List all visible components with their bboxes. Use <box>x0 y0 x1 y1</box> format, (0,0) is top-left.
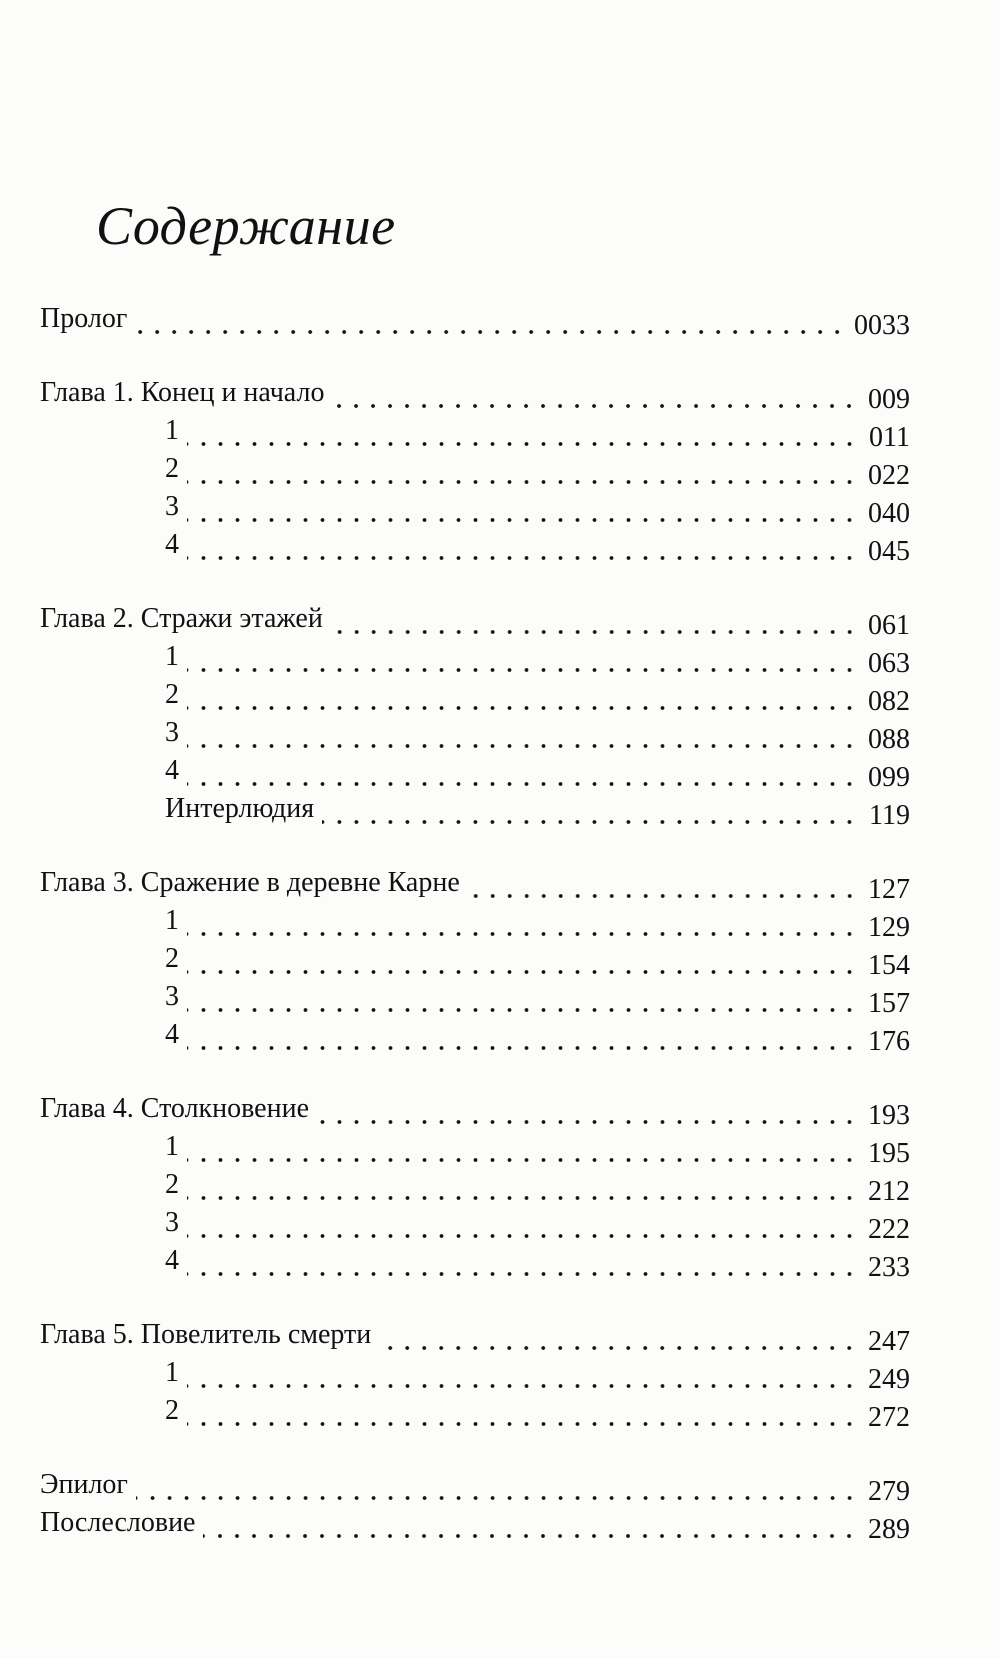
dot-leader <box>322 820 858 824</box>
toc-page-number: 011 <box>869 422 910 453</box>
dot-leader <box>187 1008 858 1012</box>
dot-leader <box>187 480 858 484</box>
dot-leader <box>187 1046 858 1050</box>
toc-entry-label: Глава 4. Столкновение <box>40 1093 310 1124</box>
toc-page-number: 119 <box>869 800 910 831</box>
dot-leader <box>187 970 858 974</box>
dot-leader <box>331 630 858 634</box>
dot-leader <box>187 706 858 710</box>
toc-entry-label: 4 <box>165 529 179 560</box>
toc-entry-chapter-1-section-2 <box>40 452 910 490</box>
toc-entry-label: 3 <box>165 491 179 522</box>
toc-entry-label: 2 <box>165 1395 179 1426</box>
toc-page-number: 022 <box>868 460 910 491</box>
toc-entry-label: 3 <box>165 717 179 748</box>
toc-page-number: 088 <box>868 724 910 755</box>
toc-page-number: 193 <box>868 1100 910 1131</box>
toc-page-number: 176 <box>868 1026 910 1057</box>
toc-entry-interlude <box>40 792 910 830</box>
toc-entry-chapter-3 <box>40 866 910 904</box>
toc-entry-label: Глава 5. Повелитель смерти <box>40 1319 372 1350</box>
dot-leader <box>187 1272 858 1276</box>
toc-page-number: 040 <box>868 498 910 529</box>
dot-leader <box>187 932 858 936</box>
toc-entry-chapter-2-section-2 <box>40 678 910 716</box>
toc-entry-chapter-1-section-1 <box>40 414 910 452</box>
toc-entry-afterword <box>40 1506 910 1544</box>
dot-leader <box>187 442 858 446</box>
toc-entry-chapter-3-section-2 <box>40 942 910 980</box>
toc-entry-chapter-4-section-3 <box>40 1206 910 1244</box>
toc-page-number: 127 <box>868 874 910 905</box>
dot-leader <box>136 1496 858 1500</box>
toc-page-number: 249 <box>868 1364 910 1395</box>
dot-leader <box>135 330 846 334</box>
toc-entry-chapter-1-section-4 <box>40 528 910 566</box>
toc-entry-label: 4 <box>165 755 179 786</box>
toc-entry-chapter-2 <box>40 602 910 640</box>
toc-entry-label: 3 <box>165 981 179 1012</box>
dot-leader <box>187 744 858 748</box>
dot-leader <box>187 782 858 786</box>
toc-entry-label: Глава 3. Сражение в деревне Карне <box>40 867 460 898</box>
toc-entry-label: 2 <box>165 453 179 484</box>
toc-entry-label: Пролог <box>40 303 128 334</box>
toc-entry-chapter-4-section-1 <box>40 1130 910 1168</box>
toc-entry-chapter-5-section-1 <box>40 1356 910 1394</box>
toc-entry-label: Послесловие <box>40 1507 196 1538</box>
dot-leader <box>187 1234 858 1238</box>
toc-entry-chapter-2-section-1 <box>40 640 910 678</box>
toc-entry-label: 4 <box>165 1245 179 1276</box>
toc-entry-label: Глава 2. Стражи этажей <box>40 603 323 634</box>
dot-leader <box>187 1422 858 1426</box>
toc-page-number: 154 <box>868 950 910 981</box>
dot-leader <box>332 404 858 408</box>
dot-leader <box>187 518 858 522</box>
dot-leader <box>468 894 858 898</box>
toc-entry-chapter-4 <box>40 1092 910 1130</box>
toc-page-number: 063 <box>868 648 910 679</box>
toc-page-number: 289 <box>868 1514 910 1545</box>
toc-page-number: 0033 <box>854 310 910 341</box>
toc-entry-label: 1 <box>165 1357 179 1388</box>
toc-page-number: 157 <box>868 988 910 1019</box>
toc-entry-label: 1 <box>165 1131 179 1162</box>
toc-entry-label: 2 <box>165 943 179 974</box>
toc-page-number: 082 <box>868 686 910 717</box>
toc-entry-chapter-4-section-4 <box>40 1244 910 1282</box>
toc-entry-label: Эпилог <box>40 1469 128 1500</box>
toc-page-number: 279 <box>868 1476 910 1507</box>
dot-leader <box>187 1384 858 1388</box>
toc-entry-label: 1 <box>165 415 179 446</box>
toc-entry-label: Интерлюдия <box>165 793 315 824</box>
dot-leader <box>187 1196 858 1200</box>
toc-page-number: 272 <box>868 1402 910 1433</box>
table-of-contents <box>40 302 910 1544</box>
toc-entry-chapter-3-section-1 <box>40 904 910 942</box>
toc-entry-label: 3 <box>165 1207 179 1238</box>
toc-page-number: 212 <box>868 1176 910 1207</box>
dot-leader <box>317 1120 858 1124</box>
toc-entry-label: Глава 1. Конец и начало <box>40 377 325 408</box>
dot-leader <box>187 556 858 560</box>
toc-entry-chapter-1-section-3 <box>40 490 910 528</box>
toc-page-number: 195 <box>868 1138 910 1169</box>
toc-page-number: 247 <box>868 1326 910 1357</box>
toc-entry-label: 1 <box>165 641 179 672</box>
toc-page-number: 045 <box>868 536 910 567</box>
dot-leader <box>187 668 858 672</box>
toc-page-number: 222 <box>868 1214 910 1245</box>
toc-entry-chapter-5 <box>40 1318 910 1356</box>
toc-entry-chapter-3-section-3 <box>40 980 910 1018</box>
toc-entry-chapter-5-section-2 <box>40 1394 910 1432</box>
toc-entry-label: 2 <box>165 679 179 710</box>
toc-entry-chapter-4-section-2 <box>40 1168 910 1206</box>
dot-leader <box>203 1534 858 1538</box>
toc-entry-chapter-2-section-4 <box>40 754 910 792</box>
toc-entry-prologue <box>40 302 910 340</box>
toc-entry-chapter-3-section-4 <box>40 1018 910 1056</box>
toc-entry-epilogue <box>40 1468 910 1506</box>
toc-page-number: 129 <box>868 912 910 943</box>
toc-entry-label: 4 <box>165 1019 179 1050</box>
toc-entry-label: 2 <box>165 1169 179 1200</box>
toc-page-number: 009 <box>868 384 910 415</box>
dot-leader <box>187 1158 858 1162</box>
toc-entry-label: 1 <box>165 905 179 936</box>
page-title: Содержание <box>96 196 396 257</box>
toc-entry-chapter-2-section-3 <box>40 716 910 754</box>
toc-page-number: 099 <box>868 762 910 793</box>
toc-page-number: 061 <box>868 610 910 641</box>
dot-leader <box>379 1346 858 1350</box>
toc-entry-chapter-1 <box>40 376 910 414</box>
toc-page-number: 233 <box>868 1252 910 1283</box>
